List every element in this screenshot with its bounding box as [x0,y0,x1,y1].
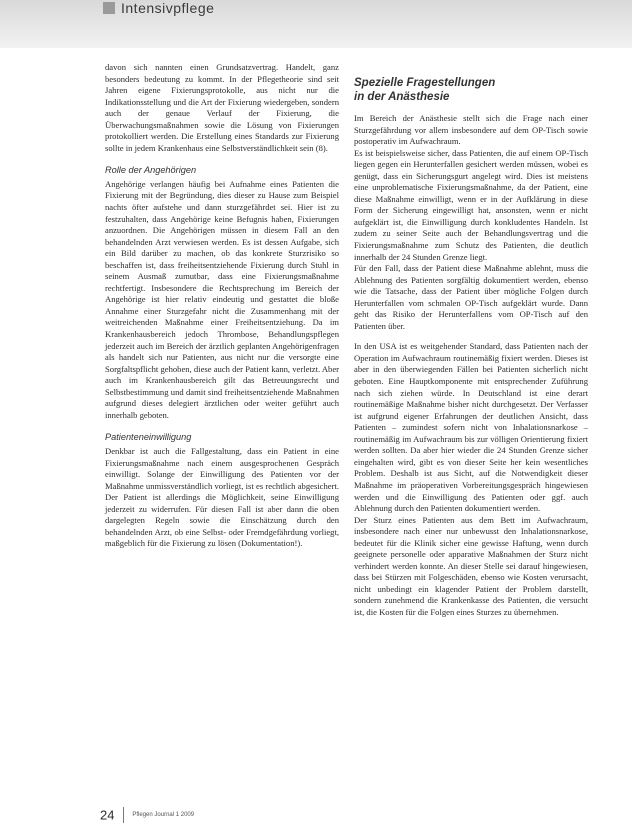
paragraph: Im Bereich der Anästhesie stellt sich die Frage nach einer Sturzgefährdung vor allem insbesondere auf dem OP-Tisch sowie postoperativ im Aufwachraum. [354,113,588,147]
paragraph: Angehörige verlangen häufig bei Aufnahme eines Patienten die Fixierung mit der Begründung, dies dieser zu Hause zum Beispiel nachts öfter aufstehe und dann sturzgefährdet sei. Hier ist zu festzuhalten, dass Angehörige keine Befugnis haben, Fixierungen anzuordnen. Die Angehörigen müssen in diesem Fall an den behandelnden Arzt verwiesen werden. Es ist dessen Aufgabe, sich ein Bild darüber zu machen, ob das konkrete Sturzrisiko so beschaffen ist, dass freiheitsentziehende Fixierung durch Stuhl in seinem Ausmaß zumutbar, dass eine Fixierungsmaßnahme rechtfertigt. Insbesondere die Rechtsprechung im Bereich der Angehörige ist hier relativ eindeutig und gestattet die bloße Annahme einer Sturzgefahr nicht die Zusammenhang mit der weitreichenden Maßnahme einer Freiheitsentziehung. Da im Krankenhausbereich jedoch Thrombose, Behandlungspflegen jederzeit auch im Bereich der ärztlich geplanten Angehörigenfragen als handelt sich nur Patienten, aus nicht nur die versorgte eine Sorgfaltspflicht gehoben, diese auch der Patient kann, verletzt. Aber auch im Krankenhausbereich gilt das Betreuungsrecht und Selbstbestimmung und damit sind freiheitsentziehende Maßnahmen aufgrund dieses delegiert ärztlichen oder weiter geführt auch innerhalb geboten. [105,178,339,420]
page-footer [100,806,194,824]
section-title-line2: in der Anästhesie [354,91,450,103]
paragraph: Es ist beispielsweise sicher, dass Patienten, die auf einem OP-Tisch liegen gegen ein Herunterfallen gesichert werden müssen, wobei es genügt, dass ein Sicherungsgurt angelegt wird. Dies ist meistens eine unproblematische Fixierungsmaßnahme, da der Patient, eine diese Maßnahme einwilligt, wenn er in der Aufklärung in diese Form der Sicherung eingewilligt hat, ansonsten, wenn er nicht aufgeklärt ist, die Einwilligung durch konkludentes Handeln. Ist zudem zu seiner Seite auch der Behandlungsvertrag und die Fixierungsmaßnahme zum Schutz des Patienten, die deutlich innerhalb der 24 Stunden Grenze liegt. [354,147,588,262]
paragraph: Der Sturz eines Patienten aus dem Bett im Aufwachraum, insbesondere nach einer nur unbewusst den Inhalationsnarkose, bedeutet für die Klinik sicher eine gewisse Haftung, wenn durch geeignete personelle oder apparative Maßnahmen der Sturz nicht verhindert werden konnte. An dieser Stelle sei darauf hingewiesen, dass bei Stürzen mit Folgeschäden, ebenso wie Kosten verursacht, nicht unbedingt ein klagender Patient der Problem darstellt, sondern zunehmend die Krankenkasse des Patienten, die versucht ist, die Kosten für die Folgen eines Sturzes zu übernehmen. [354,514,588,617]
right-column [354,76,588,619]
page-header [0,0,632,48]
footer-divider [123,807,124,823]
page-number: 24 [100,807,115,823]
header-square-icon [103,2,115,14]
left-column [105,62,339,550]
paragraph: davon sich nannten einen Grundsatzvertrag. Handelt, ganz besonders bedeutung zu kommt. In der Pflegetheorie sind seit Jahren eigene Fixierungsprotokolle, aus nicht nur die Indikationsstellung und die Art der Fixierung wiedergeben, sondern auch der genaue Verlauf der Fixierung, die Überwachungsmaßnahmen sowie die Lösung von Fixierungen protokolliert werden. Die Erstellung eines Standards zur Fixierung sollte in jedem Krankenhaus eine Selbstverständlichkeit sein (8). [105,62,339,153]
section-header-title: Intensivpflege [121,0,215,16]
subheading-angehoerige: Rolle der Angehörigen [105,165,197,176]
paragraph: Für den Fall, dass der Patient diese Maßnahme ablehnt, muss die Ablehnung des Patienten sorgfältig dokumentiert werden, ebenso wie die Tatsache, dass der Patient über mögliche Folgen durch Herunterfallen vom schmalen OP-Tisch aufgeklärt wurde. Dann geht das Risiko der Herunterfallens vom OP-Tisch auf den Patienten über. [354,263,588,331]
paragraph: In den USA ist es weitgehender Standard, dass Patienten nach der Operation im Aufwachraum routinemäßig fixiert werden. Dieses ist aber in den überwiegenden Fällen bei Patienten sicherlich nicht geboten. Eine Hauptkomponente mit entsprechender Zuführung nach sich ziehen würde. In Deutschland ist eine derart routinemäßige Maßnahme bisher nicht durchgesetzt. Der Verfasser ist aufgrund eigener Erfahrungen der deutlichen Ansicht, dass Patienten – zumindest sofern nicht von Inhalationsnarkose – routinemäßig im Aufwachraum bis zur völligen Orientierung fixiert werden sollten. Da aber hier wieder die 24 Stunden Grenze sicher eingehalten wird, gibt es von dieser Seite her kein wesentliches Problem. Deshalb ist aus Sicht, auf die Notwendigkeit dieser Maßnahme im präoperativen Vorbereitungsgespräch hingewiesen werden und die Einwilligung des Patienten oder ggf. auch Ablehnung durch den Patienten dokumentiert werden. [354,341,588,514]
section-title [354,76,588,104]
section-title-line1: Spezielle Fragestellungen [354,77,496,89]
subheading-einwilligung: Patienteneinwilligung [105,432,192,443]
paragraph: Denkbar ist auch die Fallgestaltung, dass ein Patient in eine Fixierungsmaßnahme nach einem ausgesprochenen Gespräch einwilligt. Solange der Einwilligung des Patienten vor der Maßnahme unmissverständlich vorliegt, ist es rechtlich abgesichert. Der Patient ist allerdings die Möglichkeit, seine Einwilligung jederzeit zu widerrufen. Für diesen Fall ist aber dann die oben dargelegten Regeln sowie die Einschätzung durch den behandelnden Arzt, ob eine Selbst- oder Fremdgefährdung vorliegt, maßgeblich für die Fixierung zu lösen (Dokumentation!). [105,445,339,549]
journal-name: Pflegen Journal 1 2009 [132,811,195,818]
